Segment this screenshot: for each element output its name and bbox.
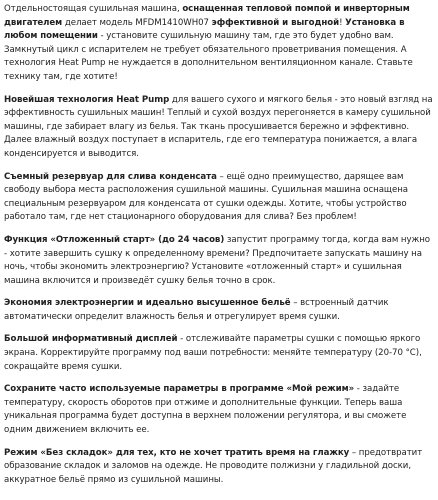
bold-phrase-heat-pump-inverter: оснащенная тепловой помпой и инверторным двигателем	[4, 4, 410, 28]
text-segment: – ещё одно преимущество, дарящее вам свободу выбора места расположения сушильной машины. Сушильная машина оснащена специальным резервуаром для конденсата от сушки одежды. Хотите, чтобы устройство работало там, где нет стационарного оборудования для слива? Без проблем!	[4, 171, 408, 223]
paragraph-delayed-start	[4, 234, 434, 288]
paragraph-energy-saving	[4, 297, 434, 324]
bold-phrase-efficient: эффективной и выгодной	[211, 17, 340, 28]
bold-heading-my-mode: Сохраните часто используемые параметры в программе «Мой режим»	[4, 384, 355, 395]
text-segment: - установите сушильную машину там, где это будет удобно вам. Замкнутый цикл с испарителем не требует обязательного проветривания помещения. А технология Heat Pump не нуждается в дополнительном вентиляционном канале. Ставьте технику там, где хотите!	[4, 31, 413, 82]
bold-heading-no-wrinkles: Режим «Без складок» для тех, кто не хочет тратить время на глажку	[4, 447, 350, 458]
text-segment: Отдельностоящая сушильная машина,	[4, 4, 183, 14]
text-segment: – предотвратит образование складок и заломов на одежде. Не проводите полжизни у гладильной доски, аккуратное бельё прямо из сушильной машины.	[4, 447, 423, 485]
text-segment: – встроенный датчик автоматически определит влажность белья и отрегулирует время сушки.	[4, 298, 389, 322]
bold-heading-display: Большой информативный дисплей	[4, 334, 178, 345]
bold-heading-delayed-start: Функция «Отложенный старт» (до 24 часов)	[4, 234, 225, 245]
paragraph-heat-pump	[4, 94, 434, 162]
paragraph-condensate-tank	[4, 171, 434, 225]
bold-heading-installation: Установка в любом помещении	[4, 17, 405, 42]
text-segment: для вашего сухого и мягкого белья - это новый взгляд на эффективность сушильных машин! Теплый и сухой воздух перегоняется в камеру сушильной машины, где забирает влагу из белья. Так ткань просушивается бережно и эффективно. Далее влажный воздух поступает в испаритель, где его температура понижается, а влага конденсируется и выводится.	[4, 94, 433, 159]
text-segment: - отслеживайте параметры сушки с помощью яркого экрана. Корректируйте программу под ваши потребности: меняйте температуру (20-70 °С), сокращайте время сушки.	[4, 334, 422, 372]
paragraph-no-wrinkles	[4, 447, 434, 488]
paragraph-my-mode	[4, 383, 434, 437]
text-segment: !	[339, 17, 346, 28]
text-segment: делает модель MFDM1410WH07	[62, 17, 212, 28]
paragraph-intro-installation	[4, 3, 434, 85]
text-segment: - задайте температуру, скорость оборотов при отжиме и дополнительные функции. Теперь ваша уникальная программа будет доступна в верхнем положении регулятора, и вы сможете одним движением включить ее.	[4, 384, 407, 436]
bold-heading-heat-pump: Новейшая технология Heat Pump	[4, 94, 170, 105]
paragraph-display	[4, 333, 434, 374]
bold-heading-energy-saving: Экономия электроэнергии и идеально высушенное бельё	[4, 298, 291, 309]
text-segment: запустит программу тогда, когда вам нужно - хотите завершить сушку к определенному времени? Предпочитаете запускать машину на ночь, чтобы экономить электроэнергию? Установите «отложенный старт» и сушильная машина включится и произведёт сушку белья точно в срок.	[4, 234, 431, 286]
bold-heading-condensate-tank: Съемный резервуар для слива конденсата	[4, 171, 217, 182]
